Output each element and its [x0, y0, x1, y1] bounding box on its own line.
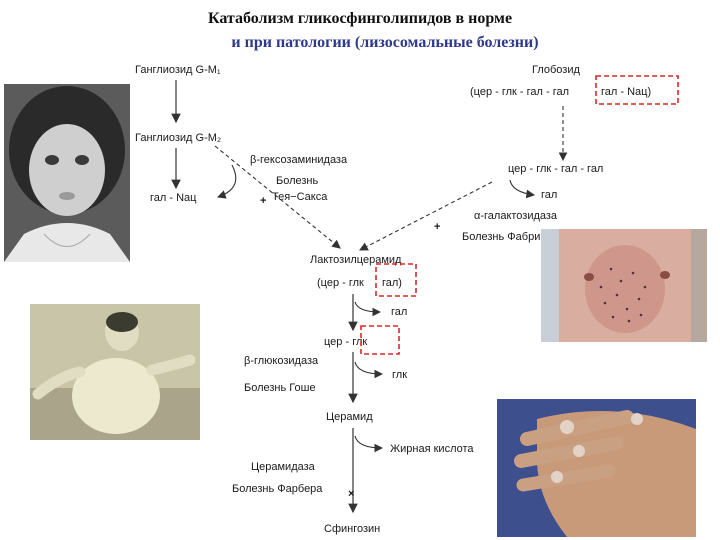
arrow-gal-right-branch: [510, 180, 534, 195]
disease-gaucher: Болезнь Гоше: [244, 382, 316, 394]
node-lactosyl-boxed: гал): [382, 277, 402, 289]
title-line-2: и при патологии (лизосомальные болезни): [231, 34, 539, 51]
enzyme-beta-glucosidase: β-глюкозидаза: [244, 355, 319, 367]
node-gal-mid: гал: [391, 306, 408, 318]
node-trihexoside: цер - глк - гал - гал: [508, 163, 604, 175]
node-lactosyl-formula: (цер - глк: [317, 277, 364, 289]
arrow-fatty-acid-branch: [355, 436, 382, 448]
node-ceramide: Церамид: [326, 411, 373, 423]
node-sphingosine: Сфингозин: [324, 523, 381, 535]
enzyme-hexosaminidase: β-гексозаминидаза: [250, 154, 348, 166]
block-mark-farber: ×: [348, 488, 355, 500]
node-gal-right: гал: [541, 189, 558, 201]
node-glk: глк: [392, 369, 408, 381]
node-gal-nac-left: гал - Nац: [150, 192, 197, 204]
node-ganglioside-gm1: Ганглиозид G-M₁: [135, 64, 221, 76]
disease-farber: Болезнь Фарбера: [232, 483, 323, 495]
arrow-gal-mid-branch: [355, 302, 380, 312]
node-fatty-acid: Жирная кислота: [390, 443, 474, 455]
title-line-1: Катаболизм гликосфинголипидов в норме: [207, 10, 513, 27]
node-lactosylceramide: Лактозилцерамид: [310, 254, 402, 266]
enzyme-alpha-galactosidase: α-галактозидаза: [474, 210, 558, 222]
node-ganglioside-gm2: Ганглиозид G-M₂: [135, 132, 222, 144]
node-globoside: Глобозид: [532, 64, 580, 76]
block-mark-tay-sachs: +: [260, 195, 267, 207]
node-globoside-formula: (цер - глк - гал - гал: [470, 86, 570, 98]
node-glucosylceramide: цер - глк: [324, 336, 368, 348]
disease-fabry: Болезнь Фабри: [462, 231, 541, 243]
disease-tay-sachs-line2: Тея−Сакса: [272, 191, 328, 203]
block-mark-fabry: +: [434, 221, 441, 233]
arrow-hex-branch: [218, 165, 236, 197]
disease-tay-sachs-line1: Болезнь: [276, 175, 319, 187]
node-globoside-boxed: гал - Nац): [601, 86, 652, 98]
enzyme-ceramidase: Церамидаза: [251, 461, 315, 473]
arrow-glk-branch: [355, 362, 382, 374]
